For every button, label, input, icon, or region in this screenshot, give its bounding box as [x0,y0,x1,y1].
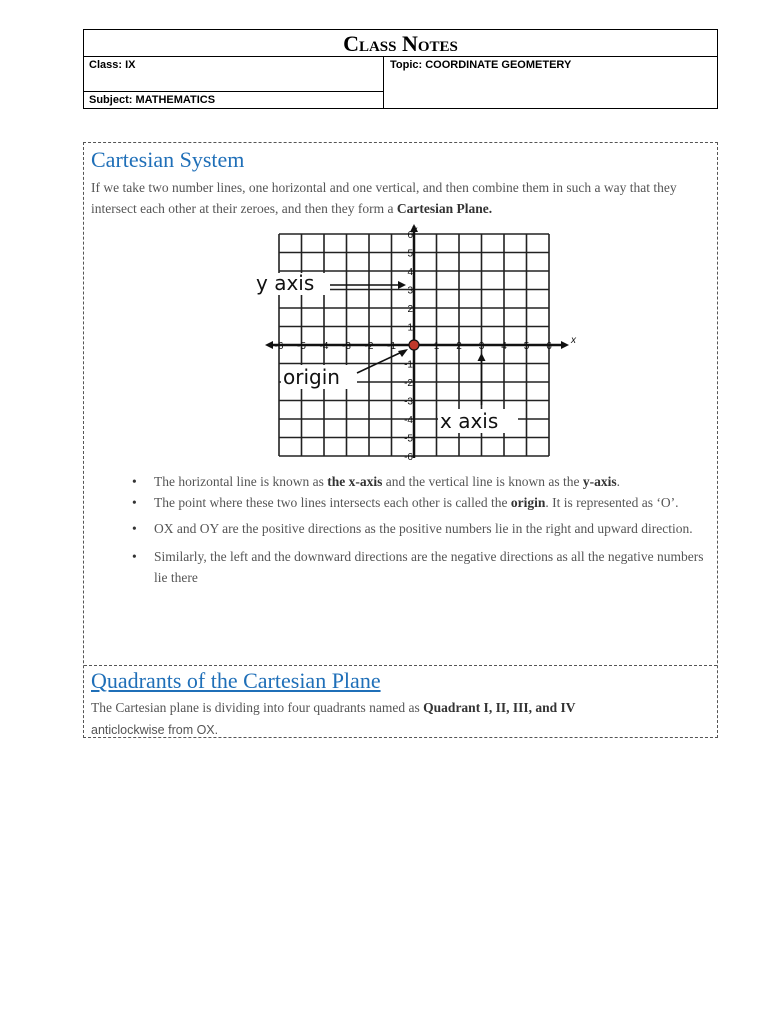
intro-paragraph [91,177,706,219]
intro-bold: Cartesian Plane. [396,201,493,216]
bullet-text: The horizontal line is known as [154,474,328,489]
bullet-text: . It is represented as ‘O’. [545,495,679,510]
bullet-bold: y-axis [582,474,617,489]
bullet-list [132,471,712,588]
y-tick-label: -5 [404,433,413,445]
y-axis-pointer-head [398,281,406,289]
bullet-bold: origin [510,495,546,510]
y-tick-label: -2 [404,378,413,389]
page-title: Class Notes [84,30,717,57]
x-tick-label: 1 [433,341,440,352]
y-tick-label: -1 [404,359,413,371]
origin-pointer-head [398,349,408,357]
y-tick-label: 3 [407,285,413,297]
quadrants-paragraph [91,697,651,741]
y-tick-label: -4 [404,415,413,426]
quad-text: The Cartesian plane is dividing into four quadrants named as [91,700,424,715]
origin-pointer [357,351,404,373]
x-axis-pointer-head [478,353,486,361]
x-tick-label: 4 [501,341,507,352]
x-tick-label: -1 [387,341,396,352]
x-tick-label: 5 [523,341,530,352]
origin-label: origin [283,365,340,389]
quad-text: anticlockwise from OX. [91,723,219,737]
list-item: • Similarly, the left and the downward directions are the negative directions as all the negative numbers lie there [132,546,712,588]
section-title-quadrants: Quadrants of the Cartesian Plane [91,668,381,693]
cartesian-plane-figure [254,225,576,463]
x-tick-label: 6 [546,341,552,352]
bullet-text: The point where these two lines intersects each other is called the [154,495,511,510]
x-tick-label: 3 [478,341,485,352]
bullet-text: and the vertical line is known as the [382,474,583,489]
section-divider [84,665,717,666]
y-letter: y [412,225,417,236]
x-tick-label: 2 [456,341,462,352]
section-title-cartesian-system: Cartesian System [91,147,245,172]
class-label: Class: IX [89,59,136,71]
x-letter: x [571,335,576,346]
x-tick-label: -3 [342,341,351,352]
y-tick-label: 1 [407,322,413,334]
x-axis-arrow-right [561,341,569,349]
list-item [132,492,712,513]
y-tick-label: -3 [404,396,413,408]
x-tick-label: -4 [319,341,329,352]
list-item: • OX and OY are the positive directions as the positive numbers lie in the right and upward direction. [132,518,712,539]
y-tick-label: 2 [407,304,413,315]
bullet-bold: the x-axis [327,474,383,489]
list-item [132,471,712,492]
y-tick-label: 4 [407,267,413,278]
x-axis-arrow-left [265,341,273,349]
origin-dot [409,340,419,350]
header-info-row [84,57,717,109]
quad-bold: Quadrant I, II, III, and IV [423,700,576,715]
x-tick-label: -2 [364,341,374,352]
y-tick-label: -6 [404,452,413,463]
bullet-text: . [616,474,621,489]
y-tick-label: 5 [407,248,413,260]
topic-label: Topic: COORDINATE GEOMETERY [390,59,572,71]
x-axis-label: x axis [440,409,499,433]
x-tick-label: -6 [274,341,284,352]
content-box [83,142,718,738]
subject-label: Subject: MATHEMATICS [84,91,384,109]
header-left-cell [84,57,384,109]
y-tick-label: 6 [407,230,413,241]
x-tick-label: -5 [297,341,306,352]
intro-text: If we take two number lines, one horizontal and one vertical, and then combine them in such a way that they intersect each other at their zeroes, and then they form a [91,180,677,216]
header-table [83,29,718,109]
y-axis-label: y axis [256,271,315,295]
